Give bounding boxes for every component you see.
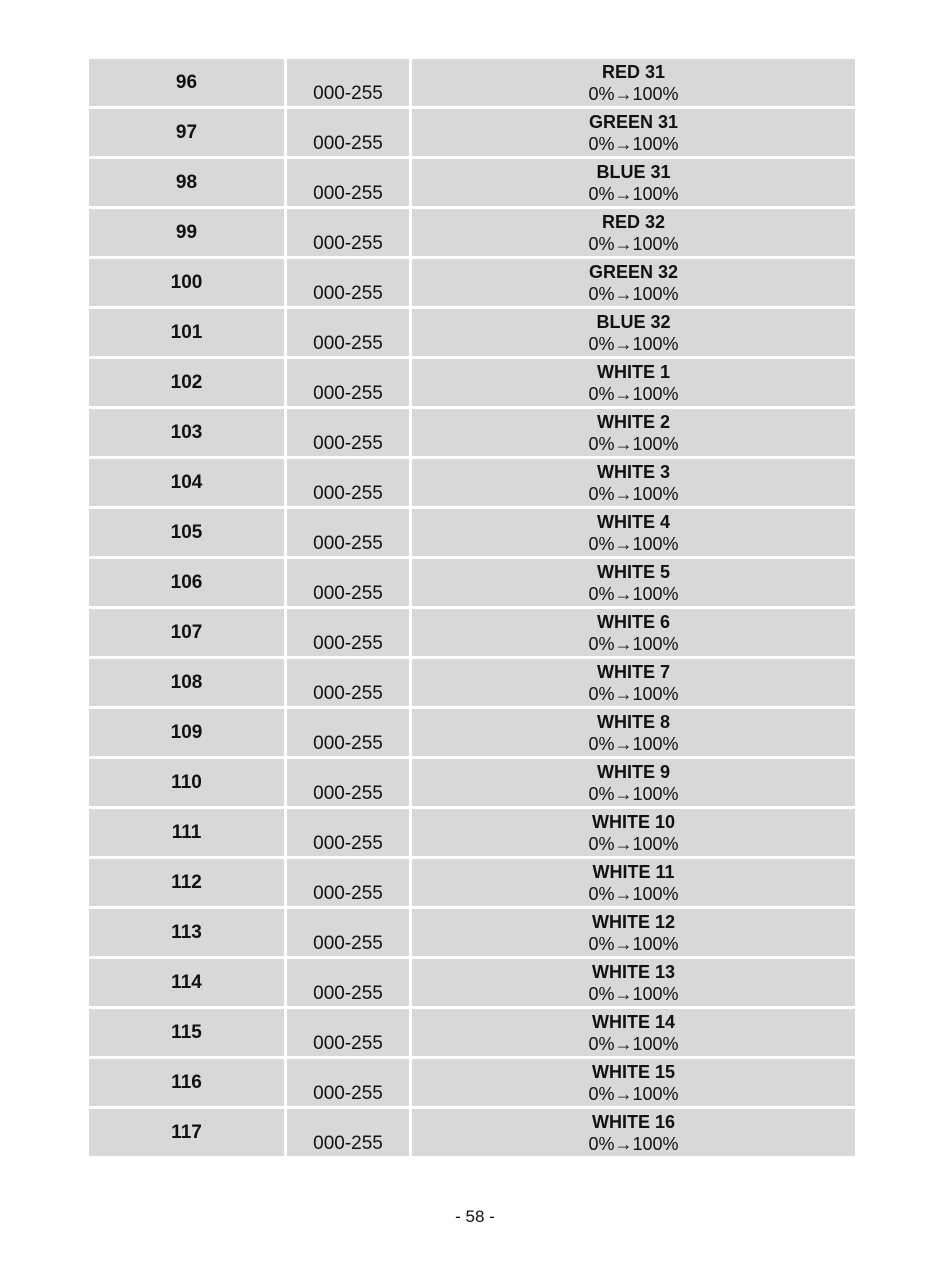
function-cell bbox=[412, 1059, 855, 1106]
function-range: 0%→100% bbox=[588, 983, 679, 1004]
dmx-value-range: 000-255 bbox=[313, 383, 383, 404]
channel-cell bbox=[89, 809, 284, 856]
dmx-value-range: 000-255 bbox=[313, 583, 383, 604]
channel-cell bbox=[89, 459, 284, 506]
channel-cell bbox=[89, 959, 284, 1006]
channel-cell bbox=[89, 159, 284, 206]
channel-number: 114 bbox=[171, 972, 202, 993]
channel-cell bbox=[89, 609, 284, 656]
channel-number: 110 bbox=[171, 772, 202, 793]
function-range: 0%→100% bbox=[588, 333, 679, 354]
function-name: WHITE 15 bbox=[591, 1061, 675, 1082]
function-cell bbox=[412, 659, 855, 706]
value-cell bbox=[287, 859, 409, 906]
function-cell bbox=[412, 309, 855, 356]
function-cell bbox=[412, 209, 855, 256]
function-name: WHITE 5 bbox=[596, 561, 670, 582]
function-name: BLUE 32 bbox=[596, 311, 671, 332]
function-range: 0%→100% bbox=[588, 933, 679, 954]
function-cell bbox=[412, 559, 855, 606]
channel-number: 97 bbox=[175, 122, 198, 143]
function-range: 0%→100% bbox=[588, 83, 679, 104]
dmx-value-range: 000-255 bbox=[313, 283, 383, 304]
function-name: WHITE 7 bbox=[596, 661, 670, 682]
channel-cell bbox=[89, 359, 284, 406]
function-range: 0%→100% bbox=[588, 183, 679, 204]
dmx-table-body bbox=[89, 59, 855, 1156]
function-name: WHITE 1 bbox=[596, 361, 670, 382]
function-range: 0%→100% bbox=[588, 1133, 679, 1154]
dmx-value-range: 000-255 bbox=[313, 683, 383, 704]
function-range: 0%→100% bbox=[588, 633, 679, 654]
value-cell bbox=[287, 309, 409, 356]
function-name: WHITE 6 bbox=[596, 611, 670, 632]
channel-cell bbox=[89, 59, 284, 106]
value-cell bbox=[287, 559, 409, 606]
channel-cell bbox=[89, 509, 284, 556]
value-cell bbox=[287, 609, 409, 656]
dmx-channel-table bbox=[86, 56, 858, 1159]
function-name: WHITE 4 bbox=[596, 511, 670, 532]
function-name: WHITE 11 bbox=[592, 861, 675, 882]
channel-number: 113 bbox=[171, 922, 202, 943]
dmx-value-range: 000-255 bbox=[313, 633, 383, 654]
dmx-value-range: 000-255 bbox=[313, 133, 383, 154]
function-range: 0%→100% bbox=[588, 733, 679, 754]
table-row bbox=[89, 409, 855, 456]
value-cell bbox=[287, 659, 409, 706]
table-row bbox=[89, 109, 855, 156]
function-cell bbox=[412, 959, 855, 1006]
table-row bbox=[89, 659, 855, 706]
function-range: 0%→100% bbox=[588, 533, 679, 554]
function-name: RED 32 bbox=[601, 211, 666, 232]
function-cell bbox=[412, 909, 855, 956]
table-row bbox=[89, 859, 855, 906]
channel-number: 102 bbox=[170, 372, 203, 393]
channel-cell bbox=[89, 909, 284, 956]
function-name: WHITE 8 bbox=[596, 711, 670, 732]
table-row bbox=[89, 259, 855, 306]
function-range: 0%→100% bbox=[588, 1083, 679, 1104]
value-cell bbox=[287, 359, 409, 406]
dmx-value-range: 000-255 bbox=[313, 183, 383, 204]
channel-number: 104 bbox=[170, 472, 203, 493]
dmx-value-range: 000-255 bbox=[313, 983, 383, 1004]
function-range: 0%→100% bbox=[588, 1033, 679, 1054]
function-cell bbox=[412, 459, 855, 506]
function-cell bbox=[412, 1109, 855, 1156]
channel-number: 112 bbox=[171, 872, 202, 893]
function-cell bbox=[412, 509, 855, 556]
dmx-value-range: 000-255 bbox=[313, 883, 383, 904]
table-row bbox=[89, 509, 855, 556]
function-range: 0%→100% bbox=[588, 283, 679, 304]
table-row bbox=[89, 209, 855, 256]
function-range: 0%→100% bbox=[588, 483, 679, 504]
channel-number: 108 bbox=[170, 672, 203, 693]
function-name: GREEN 32 bbox=[588, 261, 679, 282]
value-cell bbox=[287, 1109, 409, 1156]
channel-cell bbox=[89, 1059, 284, 1106]
function-cell bbox=[412, 859, 855, 906]
channel-number: 99 bbox=[175, 222, 198, 243]
channel-number: 101 bbox=[170, 322, 203, 343]
value-cell bbox=[287, 959, 409, 1006]
dmx-value-range: 000-255 bbox=[313, 533, 383, 554]
value-cell bbox=[287, 509, 409, 556]
channel-number: 100 bbox=[170, 272, 203, 293]
dmx-value-range: 000-255 bbox=[313, 833, 383, 854]
channel-cell bbox=[89, 859, 284, 906]
channel-number: 109 bbox=[170, 722, 203, 743]
dmx-value-range: 000-255 bbox=[313, 1033, 383, 1054]
function-cell bbox=[412, 1009, 855, 1056]
channel-number: 98 bbox=[175, 172, 198, 193]
table-row bbox=[89, 709, 855, 756]
table-row bbox=[89, 759, 855, 806]
dmx-value-range: 000-255 bbox=[313, 483, 383, 504]
table-row bbox=[89, 809, 855, 856]
dmx-value-range: 000-255 bbox=[313, 1083, 383, 1104]
function-cell bbox=[412, 759, 855, 806]
function-range: 0%→100% bbox=[588, 883, 679, 904]
page-number: - 58 - bbox=[455, 1207, 495, 1226]
value-cell bbox=[287, 909, 409, 956]
function-cell bbox=[412, 109, 855, 156]
function-cell bbox=[412, 259, 855, 306]
function-name: GREEN 31 bbox=[588, 111, 679, 132]
channel-number: 116 bbox=[171, 1072, 202, 1093]
channel-cell bbox=[89, 709, 284, 756]
dmx-value-range: 000-255 bbox=[313, 783, 383, 804]
channel-number: 111 bbox=[171, 822, 202, 843]
dmx-value-range: 000-255 bbox=[313, 233, 383, 254]
function-name: BLUE 31 bbox=[596, 161, 671, 182]
function-name: WHITE 12 bbox=[591, 911, 675, 932]
function-name: RED 31 bbox=[601, 61, 666, 82]
table-row bbox=[89, 1009, 855, 1056]
function-range: 0%→100% bbox=[588, 133, 679, 154]
channel-cell bbox=[89, 209, 284, 256]
channel-cell bbox=[89, 109, 284, 156]
value-cell bbox=[287, 59, 409, 106]
table-row bbox=[89, 59, 855, 106]
channel-cell bbox=[89, 1109, 284, 1156]
function-range: 0%→100% bbox=[588, 433, 679, 454]
table-row bbox=[89, 1059, 855, 1106]
table-row bbox=[89, 459, 855, 506]
function-name: WHITE 2 bbox=[596, 411, 670, 432]
value-cell bbox=[287, 709, 409, 756]
function-range: 0%→100% bbox=[588, 833, 679, 854]
value-cell bbox=[287, 1059, 409, 1106]
channel-cell bbox=[89, 409, 284, 456]
channel-number: 107 bbox=[170, 622, 203, 643]
dmx-value-range: 000-255 bbox=[313, 933, 383, 954]
table-row bbox=[89, 909, 855, 956]
table-row bbox=[89, 959, 855, 1006]
channel-cell bbox=[89, 759, 284, 806]
channel-number: 117 bbox=[171, 1122, 202, 1143]
channel-number: 106 bbox=[170, 572, 203, 593]
function-name: WHITE 10 bbox=[591, 811, 675, 832]
function-range: 0%→100% bbox=[588, 383, 679, 404]
function-name: WHITE 16 bbox=[591, 1111, 675, 1132]
channel-number: 103 bbox=[170, 422, 203, 443]
value-cell bbox=[287, 159, 409, 206]
dmx-value-range: 000-255 bbox=[313, 1133, 383, 1154]
value-cell bbox=[287, 759, 409, 806]
value-cell bbox=[287, 459, 409, 506]
table-row bbox=[89, 159, 855, 206]
channel-cell bbox=[89, 259, 284, 306]
function-cell bbox=[412, 709, 855, 756]
dmx-value-range: 000-255 bbox=[313, 83, 383, 104]
table-row bbox=[89, 309, 855, 356]
channel-cell bbox=[89, 559, 284, 606]
value-cell bbox=[287, 259, 409, 306]
function-range: 0%→100% bbox=[588, 233, 679, 254]
function-cell bbox=[412, 809, 855, 856]
function-cell bbox=[412, 609, 855, 656]
function-cell bbox=[412, 159, 855, 206]
function-range: 0%→100% bbox=[588, 683, 679, 704]
function-name: WHITE 3 bbox=[596, 461, 670, 482]
channel-cell bbox=[89, 309, 284, 356]
function-name: WHITE 13 bbox=[591, 961, 675, 982]
value-cell bbox=[287, 809, 409, 856]
value-cell bbox=[287, 409, 409, 456]
channel-cell bbox=[89, 659, 284, 706]
table-row bbox=[89, 609, 855, 656]
function-cell bbox=[412, 359, 855, 406]
table-row bbox=[89, 559, 855, 606]
dmx-value-range: 000-255 bbox=[313, 333, 383, 354]
function-cell bbox=[412, 59, 855, 106]
function-name: WHITE 14 bbox=[591, 1011, 675, 1032]
function-cell bbox=[412, 409, 855, 456]
channel-number: 115 bbox=[171, 1022, 202, 1043]
dmx-value-range: 000-255 bbox=[313, 433, 383, 454]
value-cell bbox=[287, 209, 409, 256]
function-range: 0%→100% bbox=[588, 783, 679, 804]
value-cell bbox=[287, 109, 409, 156]
table-row bbox=[89, 359, 855, 406]
value-cell bbox=[287, 1009, 409, 1056]
dmx-value-range: 000-255 bbox=[313, 733, 383, 754]
channel-number: 96 bbox=[175, 72, 198, 93]
channel-number: 105 bbox=[170, 522, 203, 543]
table-row bbox=[89, 1109, 855, 1156]
function-range: 0%→100% bbox=[588, 583, 679, 604]
channel-cell bbox=[89, 1009, 284, 1056]
function-name: WHITE 9 bbox=[596, 761, 670, 782]
